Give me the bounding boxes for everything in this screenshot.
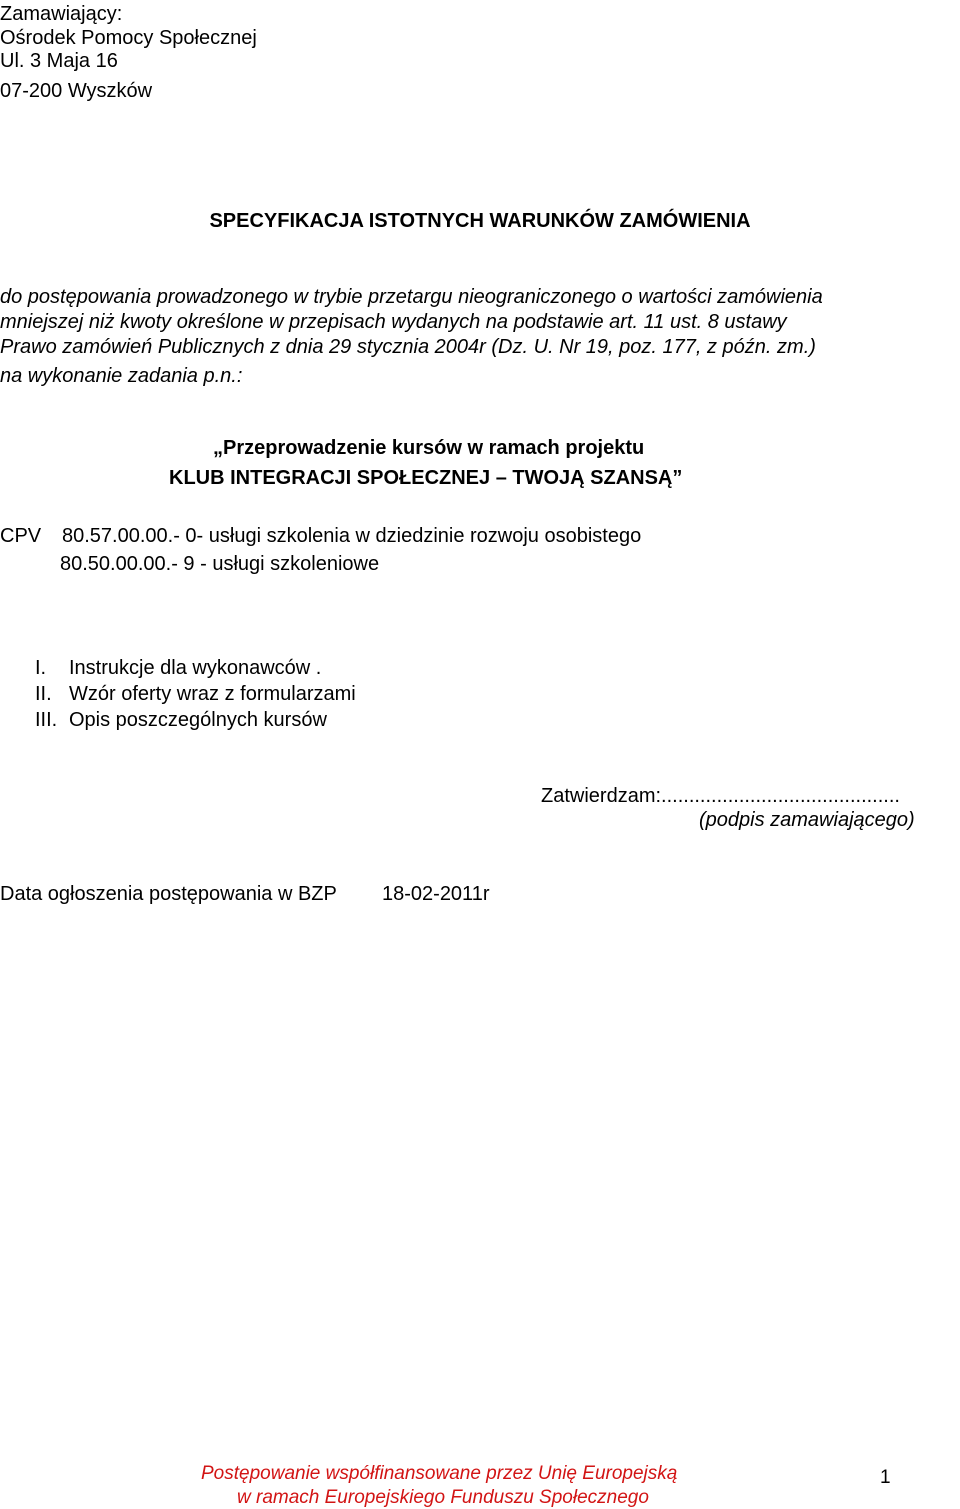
approval-label: Zatwierdzam:........................................... (541, 785, 900, 807)
footer-line-1: Postępowanie współfinansowane przez Unię Europejską (201, 1463, 678, 1484)
contents-num-2: II. (35, 683, 52, 705)
cpv-code-1: 80.57.00.00.- 0- usługi szkolenia w dziedzinie rozwoju osobistego (62, 525, 642, 547)
page-number: 1 (880, 1467, 891, 1488)
announcement-label: Data ogłoszenia postępowania w BZP (0, 883, 337, 905)
footer-line-2: w ramach Europejskiego Funduszu Społecznego (237, 1487, 649, 1508)
contents-item-3: Opis poszczególnych kursów (69, 709, 327, 731)
document-title: SPECYFIKACJA ISTOTNYCH WARUNKÓW ZAMÓWIENIA (209, 210, 751, 232)
announcement-date: 18-02-2011r (382, 883, 490, 905)
cpv-code-2: 80.50.00.00.- 9 - usługi szkoleniowe (60, 553, 380, 575)
intro-line-2: mniejszej niż kwoty określone w przepisach wydanych na podstawie art. 11 ust. 8 ustawy (0, 311, 787, 333)
task-name: „Przeprowadzenie kursów w ramach projektu (213, 437, 645, 459)
approval-caption: (podpis zamawiającego) (699, 809, 915, 831)
cpv-label: CPV (0, 525, 42, 547)
intro-line-3: Prawo zamówień Publicznych z dnia 29 stycznia 2004r (Dz. U. Nr 19, poz. 177, z późn. zm.) (0, 336, 816, 358)
intro-line-1: do postępowania prowadzonego w trybie przetargu nieograniczonego o wartości zamówienia (0, 286, 823, 308)
contents-item-1: Instrukcje dla wykonawców . (69, 657, 322, 679)
contents-item-2: Wzór oferty wraz z formularzami (69, 683, 356, 705)
task-project: KLUB INTEGRACJI SPOŁECZNEJ – TWOJĄ SZANSĄ” (169, 467, 683, 489)
intro-line-4: na wykonanie zadania p.n.: (0, 365, 243, 387)
contents-num-3: III. (35, 709, 58, 731)
orderer-label: Zamawiający: (0, 3, 123, 25)
orderer-street: Ul. 3 Maja 16 (0, 50, 118, 72)
contents-num-1: I. (35, 657, 47, 679)
orderer-city: 07-200 Wyszków (0, 80, 153, 102)
orderer-name: Ośrodek Pomocy Społecznej (0, 27, 257, 49)
